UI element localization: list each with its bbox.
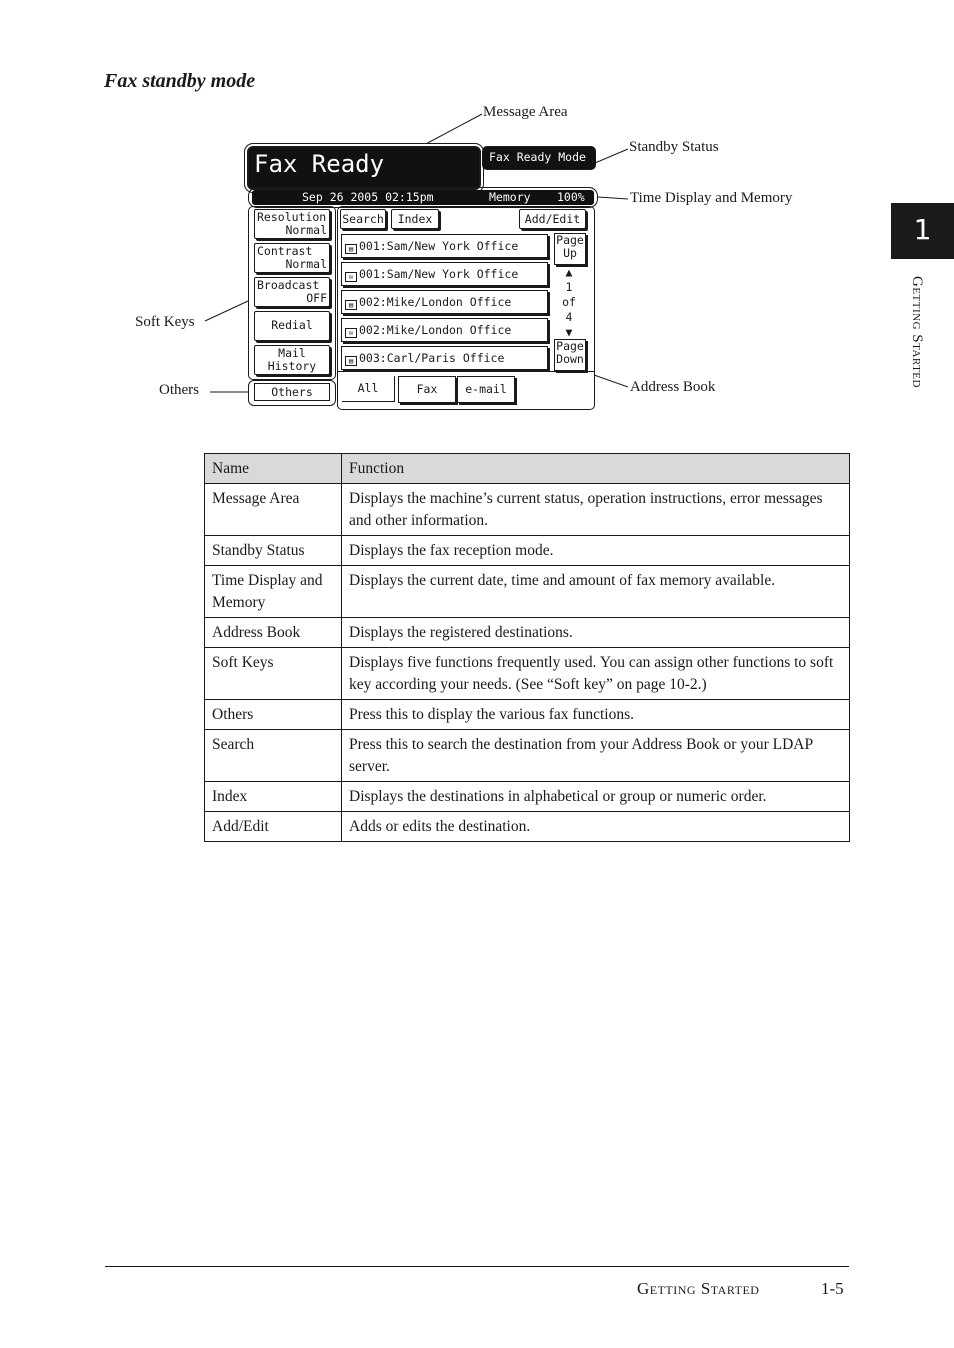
table-row xyxy=(205,536,850,566)
row-function: Adds or edits the destination. xyxy=(342,812,850,842)
table-header-row xyxy=(205,454,850,484)
table-row xyxy=(205,730,850,782)
row-name: Others xyxy=(205,700,342,730)
soft-key-redial[interactable] xyxy=(254,311,330,341)
soft-key-value: Normal xyxy=(285,257,327,271)
soft-key-contrast[interactable] xyxy=(254,243,330,273)
page-down-button[interactable] xyxy=(554,339,586,371)
soft-key-label: Resolution xyxy=(257,210,327,224)
total-pages: 4 xyxy=(565,310,573,324)
soft-key-broadcast[interactable] xyxy=(254,277,330,307)
chapter-tab xyxy=(891,203,954,259)
page-down-label: Page xyxy=(556,339,584,353)
fax-icon: ▤ xyxy=(345,300,357,310)
message-text: Fax Ready xyxy=(254,150,385,178)
header-function: Function xyxy=(342,454,850,484)
page-down-label-2: Down xyxy=(556,352,584,366)
page-up-button[interactable] xyxy=(554,233,586,265)
table-row xyxy=(205,618,850,648)
row-function: Displays the current date, time and amount of fax memory available. xyxy=(342,566,850,618)
soft-key-label: Mail xyxy=(278,346,306,360)
index-button[interactable]: Index xyxy=(391,209,439,229)
soft-key-mail-history[interactable] xyxy=(254,345,330,375)
table-row xyxy=(205,812,850,842)
row-function: Displays the fax reception mode. xyxy=(342,536,850,566)
standby-status xyxy=(482,146,596,170)
address-entry[interactable] xyxy=(341,346,548,370)
callout-address-book: Address Book xyxy=(630,379,716,395)
row-name: Standby Status xyxy=(205,536,342,566)
callout-time-display: Time Display and Memory xyxy=(630,190,793,206)
down-arrow-icon: ▼ xyxy=(565,325,573,339)
soft-key-label: Contrast xyxy=(257,244,313,258)
date-time: Sep 26 2005 02:15pm xyxy=(302,190,434,204)
row-name: Message Area xyxy=(205,484,342,536)
row-function: Displays the destinations in alphabetical or group or numeric order. xyxy=(342,782,850,812)
callout-message-area: Message Area xyxy=(483,104,568,120)
soft-keys-group xyxy=(248,206,336,380)
table-row xyxy=(205,484,850,536)
memory-value: 100% xyxy=(557,190,585,204)
row-name: Soft Keys xyxy=(205,648,342,700)
page-indicator xyxy=(554,265,584,340)
address-book xyxy=(337,206,595,410)
row-function: Displays five functions frequently used. You can assign other functions to soft key according your needs. (See “Soft key” on page 10-2.) xyxy=(342,648,850,700)
footer-running-title: Getting Started xyxy=(637,1279,760,1298)
fax-icon: ▤ xyxy=(345,356,357,366)
page-up-label: Page xyxy=(556,233,584,247)
soft-key-label: Redial xyxy=(271,318,313,332)
email-icon: ✉ xyxy=(345,328,357,338)
address-entry[interactable] xyxy=(341,290,548,314)
entry-label: 002:Mike/London Office xyxy=(359,295,512,309)
soft-key-resolution[interactable] xyxy=(254,209,330,239)
current-page: 1 xyxy=(565,280,573,294)
table-row xyxy=(205,648,850,700)
message-area xyxy=(247,146,481,190)
add-edit-button[interactable]: Add/Edit xyxy=(519,209,586,229)
row-function: Displays the registered destinations. xyxy=(342,618,850,648)
row-name: Time Display and Memory xyxy=(205,566,342,618)
callout-standby-status: Standby Status xyxy=(629,139,719,155)
time-display-bar xyxy=(252,190,594,205)
tab-all[interactable]: All xyxy=(342,376,395,402)
row-function: Press this to search the destination from your Address Book or your LDAP server. xyxy=(342,730,850,782)
soft-key-value: History xyxy=(267,359,317,373)
function-table xyxy=(204,453,850,842)
fax-icon: ▤ xyxy=(345,244,357,254)
memory-label: Memory xyxy=(489,190,531,204)
page-up-label-2: Up xyxy=(563,246,577,260)
address-entry[interactable] xyxy=(341,234,548,258)
footer-rule xyxy=(105,1266,849,1267)
callout-others: Others xyxy=(159,382,199,398)
section-title: Fax standby mode xyxy=(104,70,256,92)
row-function: Press this to display the various fax functions. xyxy=(342,700,850,730)
email-icon: ✉ xyxy=(345,272,357,282)
address-entry[interactable] xyxy=(341,318,548,342)
tab-email[interactable]: e-mail xyxy=(457,376,515,403)
entry-label: 003:Carl/Paris Office xyxy=(359,351,505,365)
callout-soft-keys: Soft Keys xyxy=(135,314,195,330)
search-button[interactable]: Search xyxy=(340,209,386,229)
row-name: Index xyxy=(205,782,342,812)
address-tabs xyxy=(338,371,594,408)
page-number: 1-5 xyxy=(821,1279,844,1298)
soft-key-value: Normal xyxy=(285,223,327,237)
entry-label: 002:Mike/London Office xyxy=(359,323,512,337)
table-row xyxy=(205,700,850,730)
row-name: Search xyxy=(205,730,342,782)
entry-label: 001:Sam/New York Office xyxy=(359,267,519,281)
others-button[interactable]: Others xyxy=(254,383,330,401)
address-entry[interactable] xyxy=(341,262,548,286)
header-name: Name xyxy=(205,454,342,484)
row-name: Add/Edit xyxy=(205,812,342,842)
table-row xyxy=(205,782,850,812)
table-row xyxy=(205,566,850,618)
chapter-number: 1 xyxy=(913,213,932,246)
standby-status-text: Fax Ready Mode xyxy=(489,150,586,164)
page-of: of xyxy=(562,295,576,309)
others-group xyxy=(248,380,336,406)
side-running-title: Getting Started xyxy=(909,276,925,388)
soft-key-value: OFF xyxy=(306,291,327,305)
up-arrow-icon: ▲ xyxy=(565,265,573,279)
tab-fax[interactable]: Fax xyxy=(398,376,456,403)
row-function: Displays the machine’s current status, operation instructions, error messages and other information. xyxy=(342,484,850,536)
entry-label: 001:Sam/New York Office xyxy=(359,239,519,253)
row-name: Address Book xyxy=(205,618,342,648)
soft-key-label: Broadcast xyxy=(257,278,320,292)
